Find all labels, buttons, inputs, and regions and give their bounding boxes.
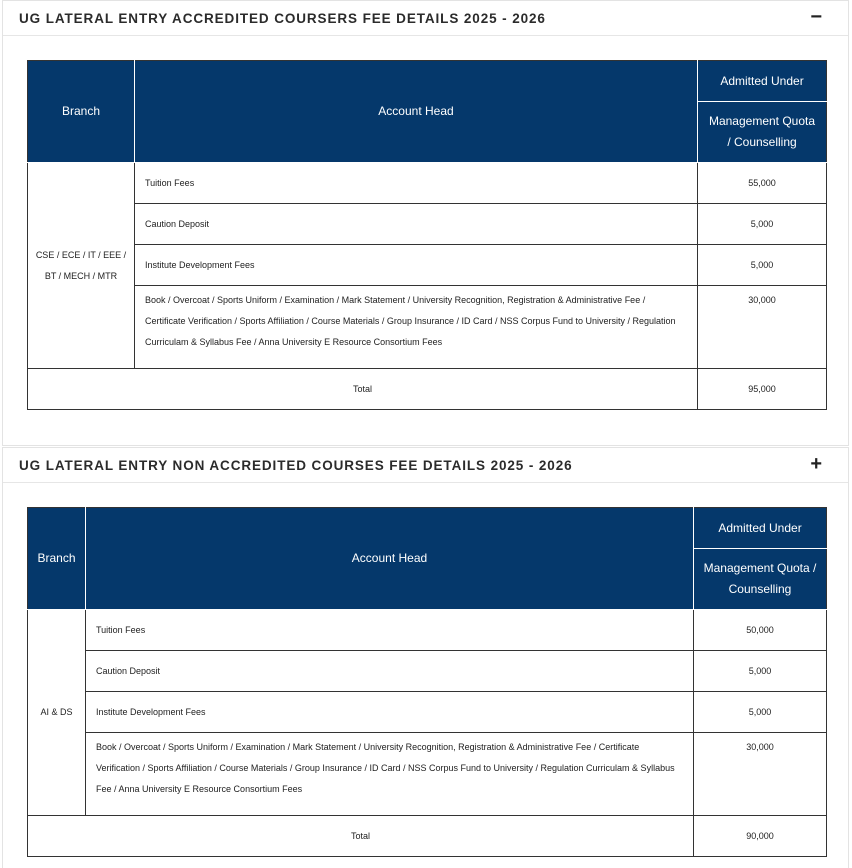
account-head-cell: Institute Development Fees	[86, 692, 694, 733]
total-row	[28, 816, 827, 857]
table-row	[28, 286, 827, 369]
account-head-cell: Institute Development Fees	[135, 245, 698, 286]
account-head-cell: Book / Overcoat / Sports Uniform / Examination / Mark Statement / University Recognition, Registration & Administrative Fee / Certificate Verification / Sports Affiliation / Course Materials / Group Insurance / ID Card / NSS Corpus Fund to University / Regulation Curriculam & Syllabus Fee / Anna University E Resource Consortium Fees	[86, 733, 694, 816]
total-amount: 90,000	[694, 816, 827, 857]
total-label: Total	[28, 369, 698, 410]
total-row	[28, 369, 827, 410]
accordion-header[interactable]	[3, 1, 848, 36]
total-amount: 95,000	[698, 369, 827, 410]
branch-cell: AI & DS	[28, 610, 86, 816]
total-label: Total	[28, 816, 694, 857]
table-row	[28, 733, 827, 816]
amount-cell: 5,000	[698, 245, 827, 286]
account-head-cell: Tuition Fees	[135, 163, 698, 204]
branch-header: Branch	[28, 61, 135, 163]
fee-table	[27, 60, 827, 410]
accordion-header[interactable]	[3, 448, 848, 483]
quota-header: Management Quota / Counselling	[694, 549, 827, 610]
amount-cell: 5,000	[698, 204, 827, 245]
amount-cell: 55,000	[698, 163, 827, 204]
amount-cell: 30,000	[694, 733, 827, 816]
accordion-panel-non-accredited	[2, 447, 849, 868]
admitted-under-header: Admitted Under	[694, 508, 827, 549]
account-head-cell: Tuition Fees	[86, 610, 694, 651]
quota-header: Management Quota / Counselling	[698, 102, 827, 163]
account-head-header: Account Head	[86, 508, 694, 610]
branch-header: Branch	[28, 508, 86, 610]
amount-cell: 5,000	[694, 651, 827, 692]
section-title: UG LATERAL ENTRY ACCREDITED COURSERS FEE DETAILS 2025 - 2026	[19, 11, 546, 26]
admitted-under-header: Admitted Under	[698, 61, 827, 102]
table-row	[28, 610, 827, 651]
table-row	[28, 204, 827, 245]
amount-cell: 5,000	[694, 692, 827, 733]
account-head-header: Account Head	[135, 61, 698, 163]
table-row	[28, 692, 827, 733]
amount-cell: 50,000	[694, 610, 827, 651]
table-row	[28, 163, 827, 204]
accordion-panel-accredited	[2, 0, 849, 446]
account-head-cell: Caution Deposit	[86, 651, 694, 692]
fee-table	[27, 507, 827, 857]
table-row	[28, 651, 827, 692]
account-head-cell: Book / Overcoat / Sports Uniform / Examination / Mark Statement / University Recognition, Registration & Administrative Fee / Certificate Verification / Sports Affiliation / Course Materials / Group Insurance / ID Card / NSS Corpus Fund to University / Regulation Curriculam & Syllabus Fee / Anna University E Resource Consortium Fees	[135, 286, 698, 369]
section-title: UG LATERAL ENTRY NON ACCREDITED COURSES FEE DETAILS 2025 - 2026	[19, 458, 573, 473]
table-row	[28, 245, 827, 286]
branch-cell: CSE / ECE / IT / EEE / BT / MECH / MTR	[28, 163, 135, 369]
expand-icon[interactable]: +	[810, 453, 822, 475]
amount-cell: 30,000	[698, 286, 827, 369]
collapse-icon[interactable]: −	[810, 6, 822, 28]
account-head-cell: Caution Deposit	[135, 204, 698, 245]
